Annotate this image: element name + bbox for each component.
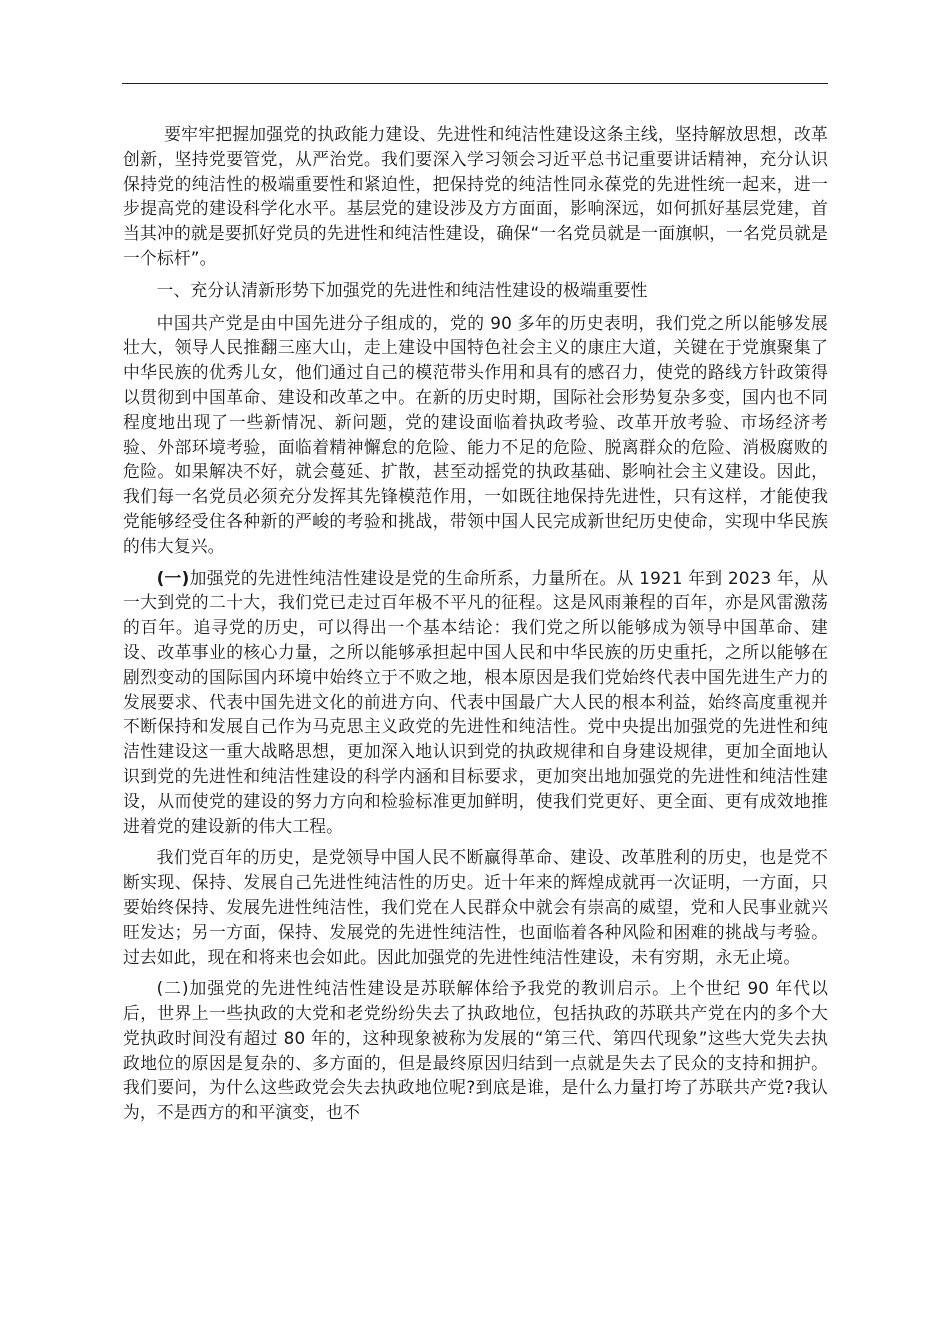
header-rule — [122, 83, 828, 84]
section-heading: 一、充分认清新形势下加强党的先进性和纯洁性建设的极端重要性 — [156, 279, 648, 300]
body-paragraph: 我们党百年的历史，是党领导中国人民不断赢得革命、建设、改革胜利的历史，也是党不断实现、保持、发展自己先进性纯洁性的历史。近十年来的辉煌成就再一次证明，一方面，只要始终保持、发展先进性纯洁性，我们党在人民群众中就会有崇高的威望，党和人民事业就兴旺发达；另一方面，保持、发展党的先进性纯洁性，也面临着各种风险和困难的挑战与考验。过去如此，现在和将来也会如此。因此加强党的先进性纯洁性建设，未有穷期，永无止境。 — [123, 847, 828, 967]
subsection-number: (一) — [156, 567, 190, 588]
subsection-paragraph-2 — [123, 976, 828, 1125]
subsection-number: (二) — [156, 978, 189, 999]
body-paragraph: 中国共产党是由中国先进分子组成的，党的 90 多年的历史表明，我们党之所以能够发展壮大，领导人民推翻三座大山，走上建设中国特色社会主义的康庄大道，关键在于党旗聚集了中华民族的优秀儿女，他们通过自己的模范带头作用和具有的感召力，使党的路线方针政策得以贯彻到中国革命、建设和改革之中。在新的历史时期，国际社会形势复杂多变，国内也不同程度地出现了一些新情况、新问题，党的建设面临着执政考验、改革开放考验、市场经济考验、外部环境考验，面临着精神懈怠的危险、能力不足的危险、脱离群众的危险、消极腐败的危险。如果解决不好，就会蔓延、扩散，甚至动摇党的执政基础、影响社会主义建设。因此，我们每一名党员必须充分发挥其先锋模范作用，一如既往地保持先进性，只有这样，才能使我党能够经受住各种新的严峻的考验和挑战，带领中国人民完成新世纪历史使命，实现中华民族的伟大复兴。 — [123, 312, 828, 556]
intro-paragraph: 要牢牢把握加强党的执政能力建设、先进性和纯洁性建设这条主线，坚持解放思想，改革创新，坚持党要管党，从严治党。我们要深入学习领会习近平总书记重要讲话精神，充分认识保持党的纯洁性的极端重要性和紧迫性，把保持党的纯洁性同永葆党的先进性统一起来，进一步提高党的建设科学化水平。基层党的建设涉及方方面面，影响深远，如何抓好基层党建，首当其冲的就是要抓好党员的先进性和纯洁性建设，确保“一名党员就是一面旗帜，一名党员就是一个标杆”。 — [123, 124, 828, 268]
document-body — [123, 122, 828, 1132]
subsection-text: 加强党的先进性纯洁性建设是苏联解体给予我党的教训启示。上个世纪 90 年代以后，世界上一些执政的大党和老党纷纷失去了执政地位，包括执政的苏联共产党在内的多个大党执政时间没有超过 80 年的，这种现象被称为发展的“第三代、第四代现象”这些大党失去执政地位的原因是复杂的、多方面的，但是最终原因归结到一点就是失去了民众的支持和拥护。我们要问，为什么这些政党会失去执政地位呢?到底是谁，是什么力量打垮了苏联共产党?我认为，不是西方的和平演变，也不 — [123, 978, 828, 1123]
subsection-text: 加强党的先进性纯洁性建设是党的生命所系，力量所在。从 1921 年到 2023 年，从一大到党的二十大，我们党已走过百年极不平凡的征程。这是风雨兼程的百年，亦是风雷激荡的百年。追寻党的历史，可以得出一个基本结论：我们党之所以能够成为领导中国革命、建设、改革事业的核心力量，之所以能够承担起中国人民和中华民族的历史重托，之所以能够在剧烈变动的国际国内环境中始终立于不败之地，根本原因是我们党始终代表中国先进生产力的发展要求、代表中国先进文化的前进方向、代表中国最广大人民的根本利益，始终高度重视并不断保持和发展自己作为马克思主义政党的先进性和纯洁性。党中央提出加强党的先进性和纯洁性建设这一重大战略思想，更加深入地认识到党的执政规律和自身建设规律，更加全面地认识到党的先进性和纯洁性建设的科学内涵和目标要求，更加突出地加强党的先进性和纯洁性建设，从而使党的建设的努力方向和检验标准更加鲜明，使我们党更好、更全面、更有成效地推进着党的建设新的伟大工程。 — [123, 567, 829, 836]
subsection-paragraph-1 — [123, 566, 828, 839]
